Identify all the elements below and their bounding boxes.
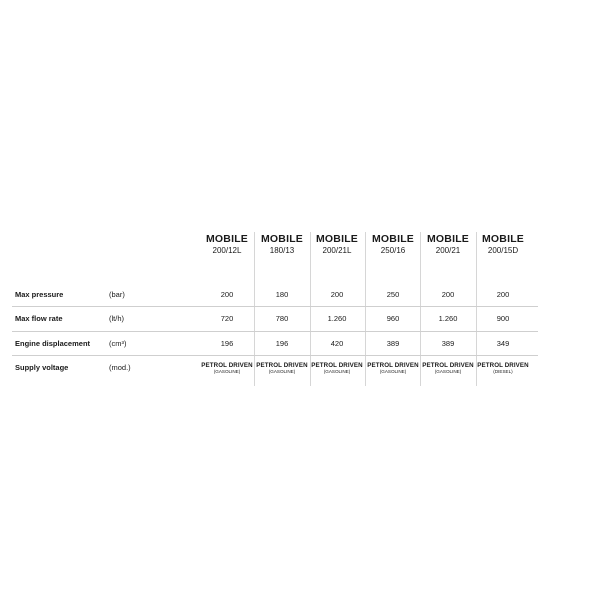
- fuel-type: (GASOLINE): [213, 369, 241, 374]
- model-name: MOBILE: [205, 233, 249, 245]
- supply-type: PETROL DRIVEN: [256, 362, 308, 369]
- column-header-4: [365, 233, 421, 257]
- row-unit-engine-displacement: (cm³): [109, 339, 127, 348]
- supply-type: PETROL DRIVEN: [311, 362, 363, 369]
- cell-max-pressure-2: 180: [275, 290, 289, 299]
- model-code: 200/12L: [212, 246, 242, 255]
- fuel-type: (GASOLINE): [379, 369, 407, 374]
- supply-type: PETROL DRIVEN: [367, 362, 419, 369]
- supply-type: PETROL DRIVEN: [422, 362, 474, 369]
- supply-type: PETROL DRIVEN: [477, 362, 529, 369]
- supply-type: PETROL DRIVEN: [201, 362, 253, 369]
- cell-supply-voltage-2: [254, 363, 310, 375]
- cell-max-flow-rate-2: 780: [275, 314, 289, 323]
- cell-max-pressure-4: 250: [386, 290, 400, 299]
- row-label-engine-displacement: Engine displacement: [15, 339, 91, 348]
- cell-engine-displacement-3: 420: [330, 339, 344, 348]
- cell-engine-displacement-4: 389: [386, 339, 400, 348]
- fuel-type: (GASOLINE): [323, 369, 351, 374]
- model-code: 180/13: [269, 246, 295, 255]
- cell-max-flow-rate-1: 720: [220, 314, 234, 323]
- column-header-2: [254, 233, 310, 257]
- model-code: 200/21: [435, 246, 461, 255]
- row-divider: [12, 306, 538, 307]
- cell-max-pressure-5: 200: [441, 290, 455, 299]
- row-unit-supply-voltage: (mod.): [109, 363, 131, 372]
- row-label-max-pressure: Max pressure: [15, 290, 64, 299]
- cell-max-pressure-3: 200: [330, 290, 344, 299]
- model-name: MOBILE: [315, 233, 359, 245]
- fuel-type: (GASOLINE): [268, 369, 296, 374]
- row-unit-max-pressure: (bar): [109, 290, 125, 299]
- cell-supply-voltage-5: [420, 363, 476, 375]
- row-label-max-flow-rate: Max flow rate: [15, 314, 63, 323]
- model-name: MOBILE: [426, 233, 470, 245]
- cell-engine-displacement-1: 196: [220, 339, 234, 348]
- cell-max-pressure-1: 200: [220, 290, 234, 299]
- cell-max-flow-rate-4: 960: [386, 314, 400, 323]
- cell-max-flow-rate-5: 1.260: [438, 314, 458, 323]
- row-divider: [12, 355, 538, 356]
- fuel-type: (DIESEL): [493, 369, 513, 374]
- cell-supply-voltage-6: [475, 363, 531, 375]
- cell-supply-voltage-1: [199, 363, 255, 375]
- row-label-supply-voltage: Supply voltage: [15, 363, 69, 372]
- column-header-6: [475, 233, 531, 257]
- model-code: 250/16: [380, 246, 406, 255]
- fuel-type: (GASOLINE): [434, 369, 462, 374]
- column-header-3: [309, 233, 365, 257]
- model-name: MOBILE: [371, 233, 415, 245]
- cell-max-pressure-6: 200: [496, 290, 510, 299]
- row-divider: [12, 331, 538, 332]
- cell-supply-voltage-3: [309, 363, 365, 375]
- model-code: 200/15D: [487, 246, 519, 255]
- model-name: MOBILE: [260, 233, 304, 245]
- model-name: MOBILE: [481, 233, 525, 245]
- model-code: 200/21L: [322, 246, 352, 255]
- cell-engine-displacement-5: 389: [441, 339, 455, 348]
- cell-engine-displacement-2: 196: [275, 339, 289, 348]
- column-header-5: [420, 233, 476, 257]
- cell-max-flow-rate-3: 1.260: [327, 314, 347, 323]
- cell-engine-displacement-6: 349: [496, 339, 510, 348]
- row-unit-max-flow-rate: (lt/h): [109, 314, 124, 323]
- cell-max-flow-rate-6: 900: [496, 314, 510, 323]
- column-header-1: [199, 233, 255, 257]
- cell-supply-voltage-4: [365, 363, 421, 375]
